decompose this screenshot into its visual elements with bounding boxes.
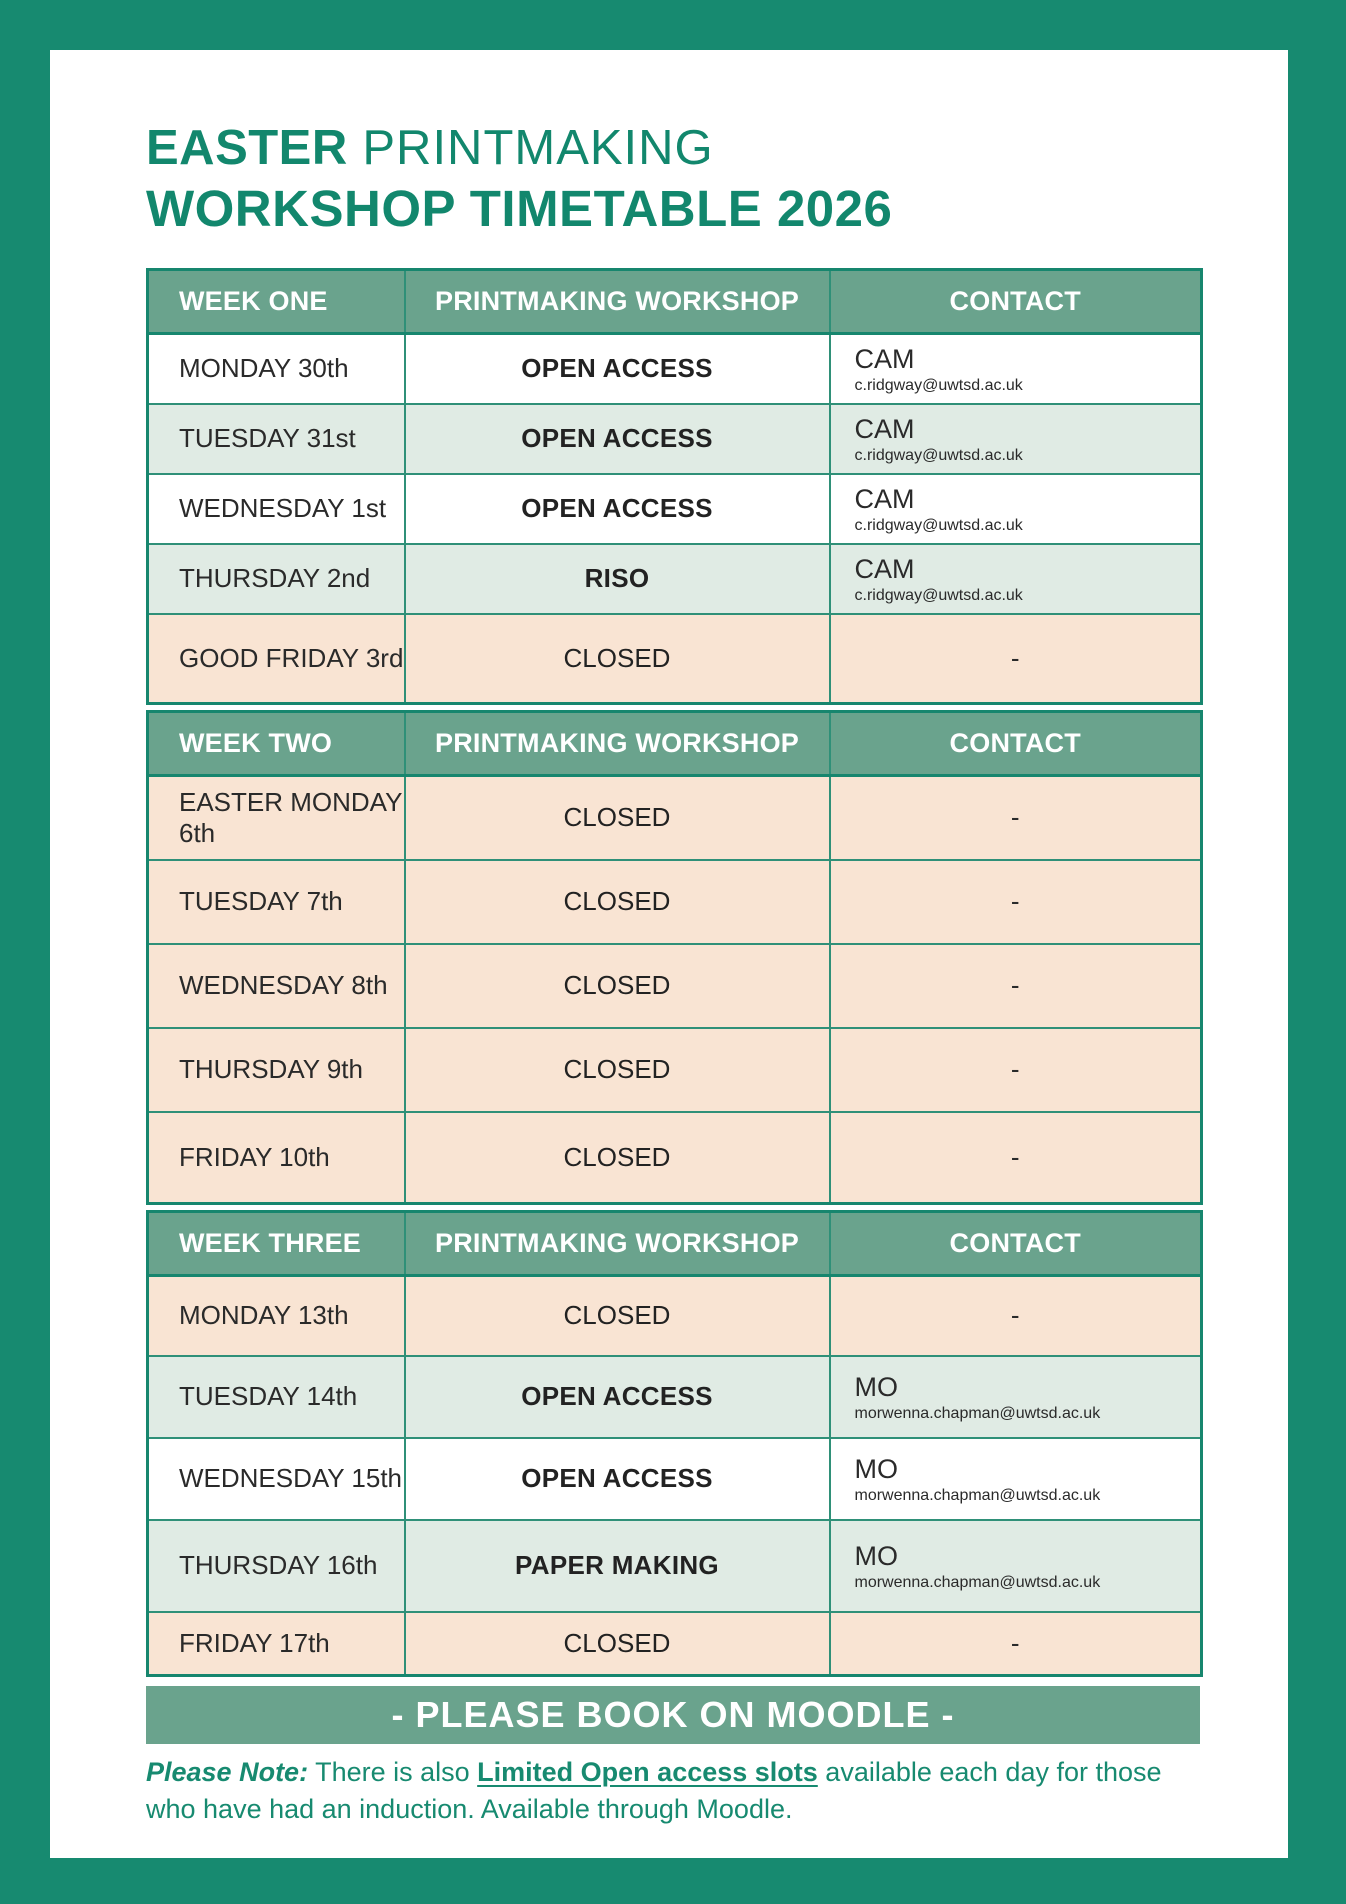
contact-cell: - xyxy=(830,1028,1202,1112)
contact-email: c.ridgway@uwtsd.ac.uk xyxy=(854,446,1023,464)
contact-cell: - xyxy=(830,860,1202,944)
contact-name: CAM xyxy=(854,343,915,374)
contact-column-header: CONTACT xyxy=(830,270,1202,334)
title-easter: EASTER xyxy=(146,121,348,175)
workshop-cell: CLOSED xyxy=(405,944,830,1028)
contact-cell xyxy=(830,1520,1202,1612)
workshop-cell: CLOSED xyxy=(405,1612,830,1676)
day-cell: MONDAY 30th xyxy=(148,334,405,404)
contact-column-header: CONTACT xyxy=(830,1212,1202,1276)
contact-cell xyxy=(830,1356,1202,1438)
contact-cell: - xyxy=(830,1612,1202,1676)
contact-email: morwenna.chapman@uwtsd.ac.uk xyxy=(854,1573,1101,1591)
contact-cell: - xyxy=(830,944,1202,1028)
workshop-cell: CLOSED xyxy=(405,1028,830,1112)
title-printmaking: PRINTMAKING xyxy=(347,121,714,175)
title-line-2: WORKSHOP TIMETABLE 2026 xyxy=(146,180,893,237)
workshop-cell: OPEN ACCESS xyxy=(405,1438,830,1520)
contact-name: MO xyxy=(854,1540,898,1571)
week-one-header-row xyxy=(148,270,1202,334)
week-three-table xyxy=(146,1210,1203,1677)
day-cell: THURSDAY 2nd xyxy=(148,544,405,614)
table-row xyxy=(148,474,1202,544)
day-cell: WEDNESDAY 1st xyxy=(148,474,405,544)
contact-cell: - xyxy=(830,614,1202,704)
contact-cell xyxy=(830,1438,1202,1520)
day-cell: GOOD FRIDAY 3rd xyxy=(148,614,405,704)
day-cell: TUESDAY 7th xyxy=(148,860,405,944)
contact-cell: - xyxy=(830,1276,1202,1356)
workshop-cell: CLOSED xyxy=(405,1276,830,1356)
poster-title xyxy=(146,118,1200,240)
table-row xyxy=(148,334,1202,404)
contact-email: morwenna.chapman@uwtsd.ac.uk xyxy=(854,1404,1101,1422)
workshop-cell: CLOSED xyxy=(405,860,830,944)
workshop-column-header: PRINTMAKING WORKSHOP xyxy=(405,1212,830,1276)
contact-email: morwenna.chapman@uwtsd.ac.uk xyxy=(854,1486,1101,1504)
table-row xyxy=(148,614,1202,704)
table-row xyxy=(148,1112,1202,1204)
day-cell: WEDNESDAY 8th xyxy=(148,944,405,1028)
contact-name: MO xyxy=(854,1371,898,1402)
contact-name: CAM xyxy=(854,413,915,444)
day-cell: FRIDAY 17th xyxy=(148,1612,405,1676)
contact-cell xyxy=(830,404,1202,474)
day-cell: WEDNESDAY 15th xyxy=(148,1438,405,1520)
table-row xyxy=(148,944,1202,1028)
week-three-label: WEEK THREE xyxy=(148,1212,405,1276)
table-row xyxy=(148,404,1202,474)
workshop-cell: OPEN ACCESS xyxy=(405,334,830,404)
week-two-table xyxy=(146,710,1203,1205)
week-one-label: WEEK ONE xyxy=(148,270,405,334)
table-row xyxy=(148,1356,1202,1438)
table-row xyxy=(148,1438,1202,1520)
contact-email: c.ridgway@uwtsd.ac.uk xyxy=(854,376,1023,394)
day-cell: FRIDAY 10th xyxy=(148,1112,405,1204)
week-one-table xyxy=(146,268,1203,705)
contact-name: CAM xyxy=(854,483,915,514)
book-on-moodle-banner xyxy=(146,1686,1200,1744)
table-row xyxy=(148,544,1202,614)
contact-cell xyxy=(830,474,1202,544)
day-cell: EASTER MONDAY 6th xyxy=(148,776,405,860)
contact-cell: - xyxy=(830,776,1202,860)
contact-email: c.ridgway@uwtsd.ac.uk xyxy=(854,516,1023,534)
contact-cell: - xyxy=(830,1112,1202,1204)
contact-cell xyxy=(830,334,1202,404)
note-label: Please Note: xyxy=(146,1757,309,1787)
table-row xyxy=(148,860,1202,944)
contact-email: c.ridgway@uwtsd.ac.uk xyxy=(854,586,1023,604)
please-note xyxy=(146,1754,1200,1828)
day-cell: MONDAY 13th xyxy=(148,1276,405,1356)
table-row xyxy=(148,1520,1202,1612)
workshop-cell: PAPER MAKING xyxy=(405,1520,830,1612)
day-cell: TUESDAY 14th xyxy=(148,1356,405,1438)
table-row xyxy=(148,1276,1202,1356)
note-text-before: There is also xyxy=(308,1757,478,1787)
contact-name: MO xyxy=(854,1453,898,1484)
table-row xyxy=(148,1028,1202,1112)
contact-cell xyxy=(830,544,1202,614)
week-two-label: WEEK TWO xyxy=(148,712,405,776)
workshop-cell: OPEN ACCESS xyxy=(405,404,830,474)
title-line-1 xyxy=(146,118,1200,178)
workshop-cell: CLOSED xyxy=(405,776,830,860)
contact-column-header: CONTACT xyxy=(830,712,1202,776)
week-two-header-row xyxy=(148,712,1202,776)
workshop-cell: OPEN ACCESS xyxy=(405,1356,830,1438)
table-row xyxy=(148,776,1202,860)
day-cell: THURSDAY 16th xyxy=(148,1520,405,1612)
day-cell: THURSDAY 9th xyxy=(148,1028,405,1112)
contact-name: CAM xyxy=(854,553,915,584)
table-row xyxy=(148,1612,1202,1676)
banner-text: - PLEASE BOOK ON MOODLE - xyxy=(391,1694,955,1735)
workshop-column-header: PRINTMAKING WORKSHOP xyxy=(405,712,830,776)
limited-open-access-link[interactable]: Limited Open access slots xyxy=(477,1757,818,1787)
workshop-cell: CLOSED xyxy=(405,614,830,704)
workshop-column-header: PRINTMAKING WORKSHOP xyxy=(405,270,830,334)
workshop-cell: OPEN ACCESS xyxy=(405,474,830,544)
day-cell: TUESDAY 31st xyxy=(148,404,405,474)
week-three-header-row xyxy=(148,1212,1202,1276)
workshop-cell: RISO xyxy=(405,544,830,614)
workshop-cell: CLOSED xyxy=(405,1112,830,1204)
note-text-after: available each day for those who have had an induction. Available through Moodle. xyxy=(146,1757,1162,1824)
